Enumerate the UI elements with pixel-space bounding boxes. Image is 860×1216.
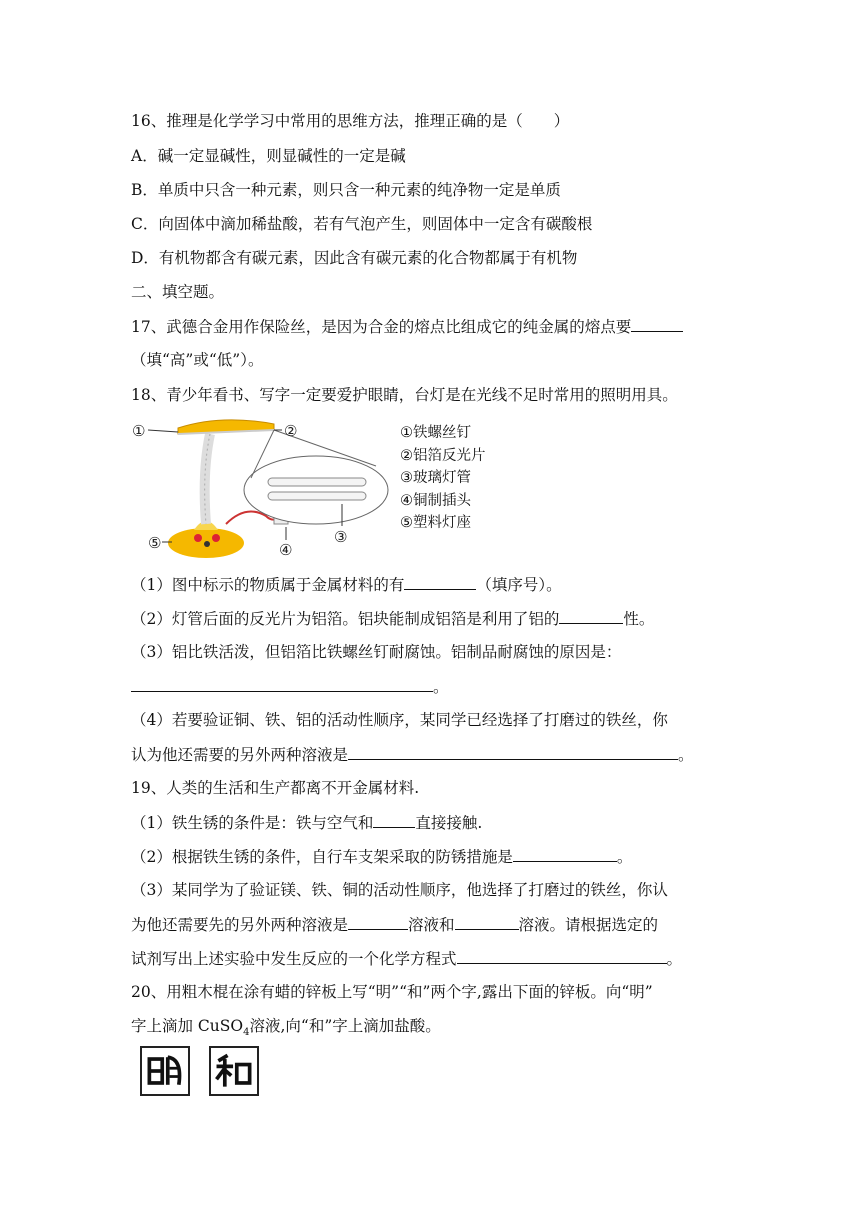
- answer-blank[interactable]: [513, 846, 617, 862]
- glass-tube: [268, 478, 366, 486]
- answer-blank[interactable]: [559, 608, 623, 624]
- q18-p3-end: 。: [433, 678, 449, 696]
- q19-part3-line3: [131, 948, 682, 969]
- answer-blank[interactable]: [455, 914, 519, 930]
- answer-blank[interactable]: [457, 948, 667, 964]
- q16-option-a: A．碱一定显碱性，则显碱性的一定是碱: [131, 147, 406, 165]
- answer-blank[interactable]: [631, 316, 683, 332]
- q17-line2: （填“高”或“低”）。: [131, 351, 264, 369]
- tube-zoom-ellipse: [244, 456, 388, 524]
- q19-p3-text: 为他还需要先的另外两种溶液是: [131, 916, 349, 934]
- q19-p2-tail: 。: [616, 848, 633, 866]
- answer-blank[interactable]: [131, 676, 433, 692]
- answer-blank[interactable]: [348, 744, 678, 760]
- figure-legend: [400, 422, 486, 535]
- q19-part2: [131, 846, 632, 867]
- q17-line1: [131, 316, 683, 337]
- he-char-drawing: [211, 1048, 257, 1094]
- q20-text-b: 溶液,向“和”字上滴加盐酸。: [249, 1017, 441, 1035]
- answer-blank[interactable]: [348, 914, 408, 930]
- q18-p1-text: （1）图中标示的物质属于金属材料的有: [131, 576, 405, 594]
- figure-label-1: ①: [132, 422, 146, 440]
- q19-stem: 19、人类的生活和生产都离不开金属材料.: [131, 779, 420, 797]
- q19-p3-end: 。: [666, 950, 683, 968]
- q16-stem: 16、推理是化学学习中常用的思维方法，推理正确的是（ ）: [131, 112, 570, 130]
- q16-option-d: D．有机物都含有碳元素，因此含有碳元素的化合物都属于有机物: [131, 249, 578, 267]
- legend-item: ④铜制插头: [400, 492, 471, 509]
- legend-item: ①铁螺丝钉: [400, 425, 471, 441]
- figure-label-3: ③: [334, 528, 348, 546]
- q19-p3-tail: 溶液。请根据选定的: [518, 916, 659, 934]
- char-box-he: [209, 1046, 259, 1096]
- legend-item: ⑤塑料灯座: [400, 515, 471, 531]
- figure-label-5: ⑤: [148, 534, 162, 552]
- legend-item: ②铝箔反光片: [400, 447, 486, 464]
- q20-line1: 20、用粗木棍在涂有蜡的锌板上写“明”“和”两个字,露出下面的锌板。向“明”: [131, 983, 653, 1001]
- q19-p1-text: （1）铁生锈的条件是：铁与空气和: [131, 814, 374, 832]
- q20-line2: [131, 1016, 441, 1043]
- q20-subscript: 4: [243, 1027, 250, 1039]
- q18-p2-tail: 性。: [623, 610, 655, 628]
- answer-blank[interactable]: [404, 574, 476, 590]
- ming-char-drawing: [142, 1048, 188, 1094]
- q19-p2-text: （2）根据铁生锈的条件，自行车支架采取的防锈措施是: [131, 848, 513, 866]
- q19-part1: [131, 812, 482, 833]
- q20-text-a: 字上滴加 CuSO: [131, 1017, 244, 1035]
- char-box-ming: [140, 1046, 190, 1096]
- q18-part2: [131, 608, 654, 629]
- q19-p3-equation-text: 试剂写出上述实验中发生反应的一个化学方程式: [131, 950, 457, 968]
- q19-p3-mid: 溶液和: [408, 916, 455, 934]
- q19-p1-tail: 直接接触.: [415, 814, 483, 832]
- q16-option-c: C．向固体中滴加稀盐酸，若有气泡产生，则固体中一定含有碳酸根: [131, 215, 593, 233]
- q18-part4-line1: （4）若要验证铜、铁、铝的活动性顺序，某同学已经选择了打磨过的铁丝，你: [131, 711, 668, 729]
- q18-stem: 18、青少年看书、写字一定要爱护眼睛，台灯是在光线不足时常用的照明用具。: [131, 386, 678, 404]
- figure-label-4: ④: [279, 541, 293, 559]
- q18-p2-text: （2）灯管后面的反光片为铝箔。铝块能制成铝箔是利用了铝的: [131, 610, 560, 628]
- q18-p4-end: 。: [678, 746, 694, 764]
- answer-blank[interactable]: [373, 812, 415, 828]
- q18-p4-text: 认为他还需要的另外两种溶液是: [131, 746, 349, 764]
- q19-part3-line2: [131, 914, 658, 935]
- lamp-neck: [205, 434, 210, 524]
- q18-part3-answer: [131, 676, 449, 697]
- q16-option-b: B．单质中只含一种元素，则只含一种元素的纯净物一定是单质: [131, 181, 561, 199]
- figure-label-2: ②: [284, 422, 298, 440]
- q18-part3: （3）铝比铁活泼，但铝箔比铁螺丝钉耐腐蚀。铝制品耐腐蚀的原因是：: [131, 643, 622, 661]
- section-heading: 二、填空题。: [131, 283, 225, 301]
- q18-part1: [131, 574, 562, 595]
- q18-part4-line2: [131, 744, 694, 765]
- q19-part3-line1: （3）某同学为了验证镁、铁、铜的活动性顺序，他选择了打磨过的铁丝，你认: [131, 881, 668, 899]
- legend-item: ③玻璃灯管: [400, 470, 471, 486]
- q18-p1-tail: （填序号）。: [476, 576, 562, 594]
- q17-text: 17、武德合金用作保险丝，是因为合金的熔点比组成它的纯金属的熔点要: [131, 318, 632, 336]
